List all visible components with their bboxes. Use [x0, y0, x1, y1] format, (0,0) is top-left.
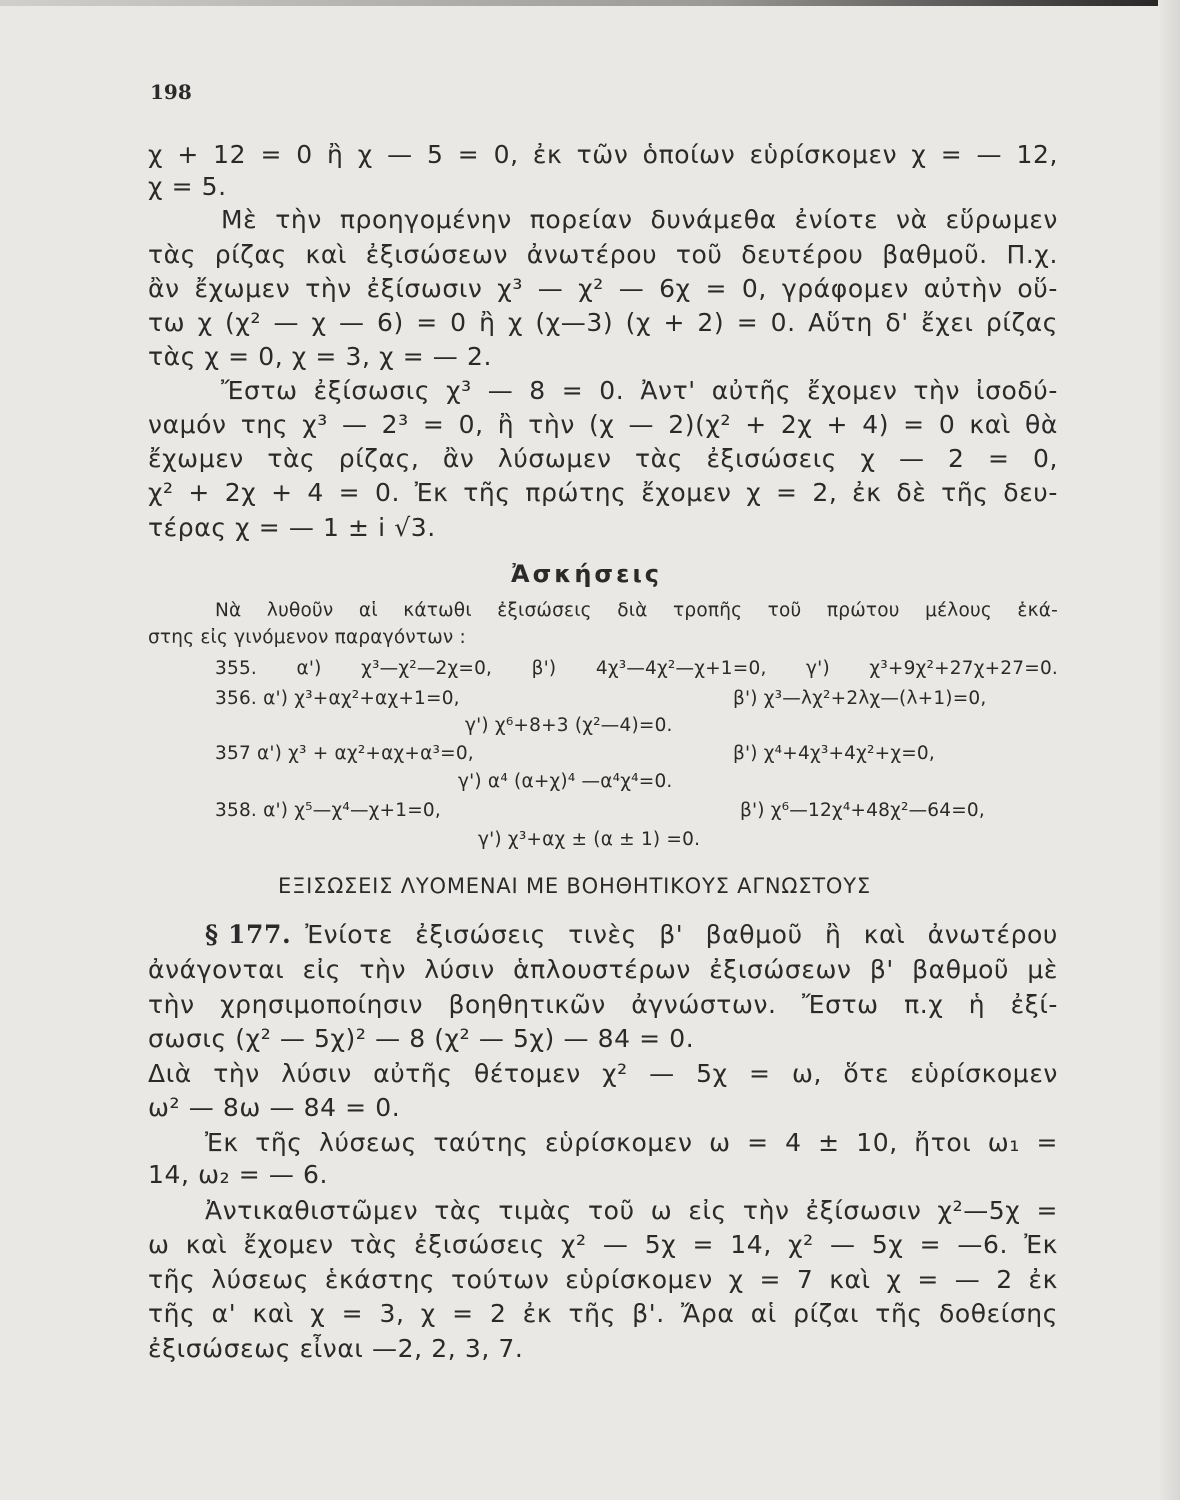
text-line: ἀνάγονται εἰς τὴν λύσιν ἁπλουστέρων ἐξισώσεων β' βαθμοῦ μὲ [148, 955, 1058, 984]
exercise-357-b: β') χ⁴+4χ³+4χ²+χ=0, [733, 743, 935, 764]
section-heading: ΕΞΙΣΩΣΕΙΣ ΛΥΟΜΕΝΑΙ ΜΕ ΒΟΗΘΗΤΙΚΟΥΣ ΑΓΝΩΣΤΟΥΣ [278, 874, 871, 898]
text-line: Ἀντικαθιστῶμεν τὰς τιμὰς τοῦ ω εἰς τὴν ἐξίσωσιν χ²—5χ = [205, 1196, 1058, 1225]
text-line: τῆς α' καὶ χ = 3, χ = 2 ἐκ τῆς β'. Ἄρα αἱ ρίζαι τῆς δοθείσης [148, 1299, 1058, 1328]
text-line: ω² — 8ω — 84 = 0. [148, 1093, 401, 1122]
text-line: τῆς λύσεως ἑκάστης τούτων εὑρίσκομεν χ = 7 καὶ χ = — 2 ἐκ [148, 1265, 1058, 1294]
text-line: Ἐνίοτε ἐξισώσεις τινὲς β' βαθμοῦ ἢ καὶ ἀνωτέρου [305, 920, 1058, 949]
paragraph-number: § 177. [205, 920, 292, 949]
exercise-358-c: γ') χ³+αχ ± (α ± 1) =0. [478, 829, 701, 850]
text-line: Ἔστω ἐξίσωσις χ³ — 8 = 0. Ἀντ' αὐτῆς ἔχομεν τὴν ἰσοδύ- [221, 376, 1058, 405]
exercise-356-a: 356. α') χ³+αχ²+αχ+1=0, [215, 688, 460, 709]
exercise-356-b: β') χ³—λχ²+2λχ—(λ+1)=0, [733, 688, 987, 709]
paragraph-first-line [205, 920, 1058, 949]
exercises-intro-line: Νὰ λυθοῦν αἱ κάτωθι ἐξισώσεις διὰ τροπῆς τοῦ πρώτου μέλους ἑκά- [215, 600, 1058, 621]
text-line: τὰς χ = 0, χ = 3, χ = — 2. [148, 342, 492, 371]
exercise-357-a: 357 α') χ³ + αχ²+αχ+α³=0, [215, 743, 474, 764]
text-line: τέρας χ = — 1 ± i √3. [148, 513, 436, 542]
text-line: ἂν ἔχωμεν τὴν ἐξίσωσιν χ³ — χ² — 6χ = 0, γράφομεν αὐτὴν οὕ- [148, 274, 1058, 303]
text-line: Διὰ τὴν λύσιν αὐτῆς θέτομεν χ² — 5χ = ω, ὅτε εὑρίσκομεν [148, 1059, 1058, 1088]
exercises-title: Ἀσκήσεις [511, 560, 663, 588]
exercise-358-b: β') χ⁶—12χ⁴+48χ²—64=0, [740, 800, 985, 821]
exercise-358-a: 358. α') χ⁵—χ⁴—χ+1=0, [215, 800, 441, 821]
text-line: τὰς ρίζας καὶ ἐξισώσεων ἀνωτέρου τοῦ δευτέρου βαθμοῦ. Π.χ. [148, 240, 1058, 269]
text-line: Ἐκ τῆς λύσεως ταύτης εὑρίσκομεν ω = 4 ± 10, ἤτοι ω₁ = [205, 1128, 1058, 1157]
text-line: σωσις (χ² — 5χ)² — 8 (χ² — 5χ) — 84 = 0. [148, 1024, 695, 1053]
exercise-357-c: γ') α⁴ (α+χ)⁴ —α⁴χ⁴=0. [458, 771, 673, 792]
text-line: τω χ (χ² — χ — 6) = 0 ἢ χ (χ—3) (χ + 2) = 0. Αὕτη δ' ἔχει ρίζας [148, 308, 1058, 337]
text-line: Μὲ τὴν προηγομένην πορείαν δυνάμεθα ἐνίοτε νὰ εὕρωμεν [221, 205, 1058, 234]
exercise-355: 355. α') χ³—χ²—2χ=0, β') 4χ³—4χ²—χ+1=0, γ') χ³+9χ²+27χ+27=0. [215, 658, 1058, 679]
text-line: χ + 12 = 0 ἢ χ — 5 = 0, ἐκ τῶν ὁποίων εὑρίσκομεν χ = — 12, [148, 140, 1058, 169]
text-line: τὴν χρησιμοποίησιν βοηθητικῶν ἀγνώστων. Ἔστω π.χ ἡ ἐξί- [148, 990, 1058, 1019]
exercises-intro-line: στης εἰς γινόμενον παραγόντων : [148, 627, 466, 648]
exercise-356-c: γ') χ⁶+8+3 (χ²—4)=0. [465, 715, 673, 736]
text-line: ἐξισώσεως εἶναι —2, 2, 3, 7. [148, 1334, 524, 1363]
text-line: ἔχωμεν τὰς ρίζας, ἂν λύσωμεν τὰς ἐξισώσεις χ — 2 = 0, [148, 444, 1058, 473]
text-line: ω καὶ ἔχομεν τὰς ἐξισώσεις χ² — 5χ = 14, χ² — 5χ = —6. Ἐκ [148, 1230, 1058, 1259]
text-line: χ² + 2χ + 4 = 0. Ἐκ τῆς πρώτης ἔχομεν χ = 2, ἐκ δὲ τῆς δευ- [148, 478, 1058, 507]
text-line: 14, ω₂ = — 6. [148, 1160, 329, 1189]
text-line: ναμόν της χ³ — 2³ = 0, ἢ τὴν (χ — 2)(χ² + 2χ + 4) = 0 καὶ θὰ [148, 410, 1058, 439]
text-line: χ = 5. [148, 172, 227, 201]
page-number: 198 [150, 80, 192, 104]
